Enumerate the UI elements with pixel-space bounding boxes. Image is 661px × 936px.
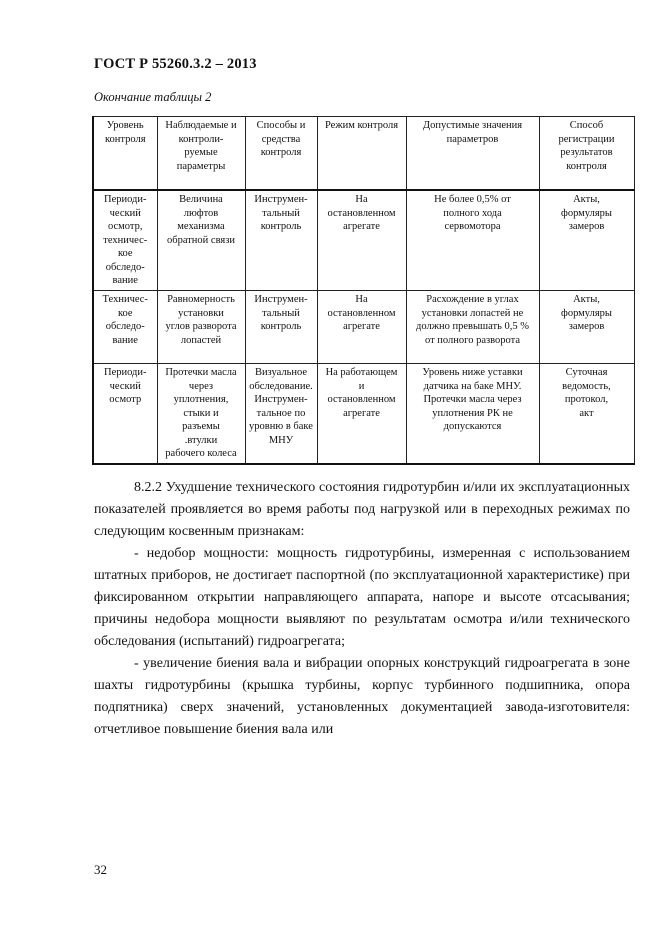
table-cell: Уровень ниже уставки датчика на баке МНУ. Протечки масла через уплотнения РК не допускаются [406, 364, 539, 465]
table-cell: Периоди- ческий осмотр [93, 364, 157, 465]
table-cell: Протечки масла через уплотнения, стыки и разъемы .втулки рабочего колеса [157, 364, 245, 465]
table-header-row [93, 117, 634, 191]
column-header: Способ регистрации результатов контроля [539, 117, 634, 191]
table-cell: Техничес- кое обследо- вание [93, 291, 157, 364]
table-caption: Окончание таблицы 2 [94, 90, 212, 104]
page-number: 32 [94, 862, 107, 877]
table-cell: На остановленном агрегате [317, 190, 406, 291]
column-header: Допустимые значения параметров [406, 117, 539, 191]
paragraph-8-2-2: 8.2.2 Ухудшение технического состояния гидротурбин и/или их эксплуатационных показателей проявляется во время работы под нагрузкой или в переходных режимах по следующим косвенным признакам: [94, 480, 630, 539]
column-header: Режим контроля [317, 117, 406, 191]
table-cell: Визуальное обследование. Инструмен- тальное по уровню в баке МНУ [245, 364, 317, 465]
column-header: Уровень контроля [93, 117, 157, 191]
table-row [93, 291, 634, 364]
table-cell: На остановленном агрегате [317, 291, 406, 364]
table-row [93, 364, 634, 465]
parameters-table [92, 116, 635, 465]
paragraph-power-shortfall: - недобор мощности: мощность гидротурбины, измеренная с использованием штатных приборов, не достигает паспортной (по эксплуатационной характеристике) при фиксированном открытии направляющего аппарата, напоре и высоте отсасывания; причины недобора мощности выявляют по результатам осмотра и/или технического обследования (испытаний) гидроагрегата; [94, 546, 630, 649]
table-cell: Расхождение в углах установки лопастей не должно превышать 0,5 % от полного разворота [406, 291, 539, 364]
table-cell: Суточная ведомость, протокол, акт [539, 364, 634, 465]
table-cell: Периоди- ческий осмотр, техничес- кое обследо- вание [93, 190, 157, 291]
table-cell: Равномерность установки углов разворота лопастей [157, 291, 245, 364]
table-cell: Инструмен- тальный контроль [245, 190, 317, 291]
document-header: ГОСТ Р 55260.3.2 – 2013 [94, 56, 257, 72]
column-header: Наблюдаемые и контроли- руемые параметры [157, 117, 245, 191]
table-cell: Акты, формуляры замеров [539, 291, 634, 364]
table-cell: Не более 0,5% от полного хода сервомотора [406, 190, 539, 291]
table-cell: Величина люфтов механизма обратной связи [157, 190, 245, 291]
table-cell: Инструмен- тальный контроль [245, 291, 317, 364]
table-cell: На работающем и остановленном агрегате [317, 364, 406, 465]
paragraph-shaft-runout: - увеличение биения вала и вибрации опорных конструкций гидроагрегата в зоне шахты гидротурбины (крышка турбины, корпус турбинного подшипника, опора подпятника) сверх значений, установленных документацией завода-изготовителя: отчетливое повышение биения вала или [94, 656, 630, 737]
table-cell: Акты, формуляры замеров [539, 190, 634, 291]
table-row [93, 190, 634, 291]
column-header: Способы и средства контроля [245, 117, 317, 191]
body-text [94, 477, 630, 741]
